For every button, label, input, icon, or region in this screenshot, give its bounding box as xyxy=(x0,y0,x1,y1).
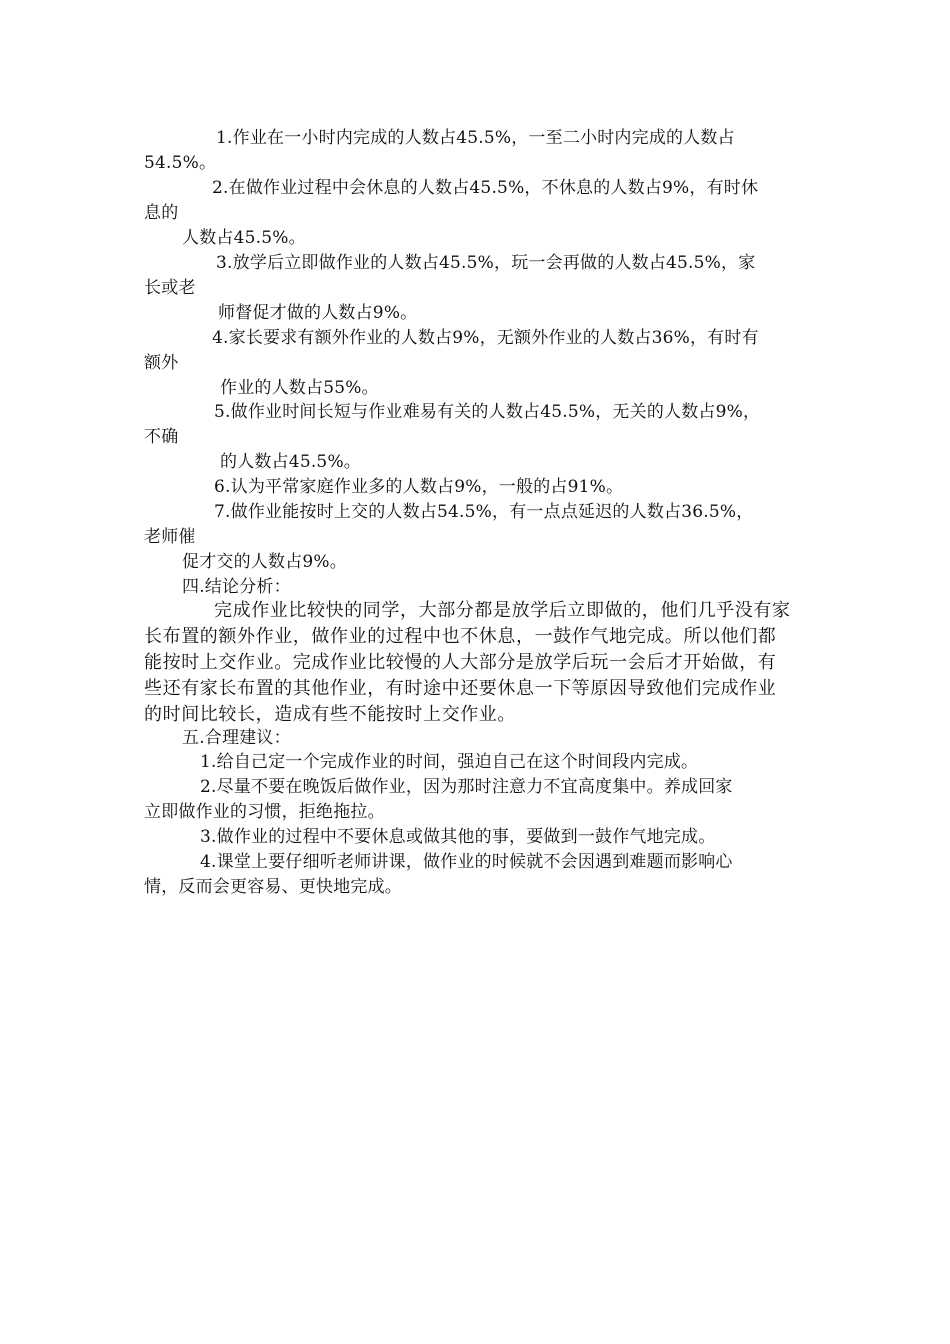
suggestion-4-line-2: 情，反而会更容易、更快地完成。 xyxy=(144,877,402,897)
finding-3-line-3: 师督促才做的人数占9%。 xyxy=(218,303,418,323)
finding-1-line-2: 54.5%。 xyxy=(144,153,217,173)
conclusion-line-4: 些还有家长布置的其他作业，有时途中还要休息一下等原因导致他们完成作业 xyxy=(144,678,777,699)
conclusion-line-3: 能按时上交作业。完成作业比较慢的人大部分是放学后玩一会后才开始做，有 xyxy=(144,652,777,673)
finding-7-line-1: 7.做作业能按时上交的人数占54.5%，有一点点延迟的人数占36.5%， xyxy=(214,502,754,522)
finding-1-line-1: 1.作业在一小时内完成的人数占45.5%，一至二小时内完成的人数占 xyxy=(216,128,735,148)
finding-4-line-3: 作业的人数占55%。 xyxy=(220,378,379,398)
finding-3-line-1: 3.放学后立即做作业的人数占45.5%，玩一会再做的人数占45.5%，家 xyxy=(216,253,756,273)
finding-5-line-1: 5.做作业时间长短与作业难易有关的人数占45.5%，无关的人数占9%， xyxy=(214,402,761,422)
suggestion-4-line-1: 4.课堂上要仔细听老师讲课，做作业的时候就不会因遇到难题而影响心 xyxy=(200,852,733,872)
conclusion-line-5: 的时间比较长，造成有些不能按时上交作业。 xyxy=(144,704,516,725)
finding-2-line-2: 息的 xyxy=(144,203,179,223)
suggestion-2-line-1: 2.尽量不要在晚饭后做作业，因为那时注意力不宜高度集中。养成回家 xyxy=(200,777,733,797)
conclusion-line-1: 完成作业比较快的同学，大部分都是放学后立即做的，他们几乎没有家 xyxy=(214,600,791,621)
suggestion-3-line-1: 3.做作业的过程中不要休息或做其他的事，要做到一鼓作气地完成。 xyxy=(200,827,716,847)
finding-6-line-1: 6.认为平常家庭作业多的人数占9%，一般的占91%。 xyxy=(214,477,624,497)
suggestion-1-line-1: 1.给自己定一个完成作业的时间，强迫自己在这个时间段内完成。 xyxy=(200,752,699,772)
finding-3-line-2: 长或老 xyxy=(144,278,196,298)
finding-7-line-3: 促才交的人数占9%。 xyxy=(182,552,347,572)
conclusion-heading: 四.结论分析： xyxy=(182,577,291,597)
finding-2-line-1: 2.在做作业过程中会休息的人数占45.5%，不休息的人数占9%，有时休 xyxy=(212,178,759,198)
conclusion-line-2: 长布置的额外作业，做作业的过程中也不休息，一鼓作气地完成。所以他们都 xyxy=(144,626,777,647)
finding-7-line-2: 老师催 xyxy=(144,527,196,547)
suggestions-heading: 五.合理建议： xyxy=(182,728,291,748)
suggestion-2-line-2: 立即做作业的习惯，拒绝拖拉。 xyxy=(144,802,385,822)
finding-4-line-2: 额外 xyxy=(144,353,179,373)
finding-5-line-3: 的人数占45.5%。 xyxy=(220,452,362,472)
finding-5-line-2: 不确 xyxy=(144,427,179,447)
finding-2-line-3: 人数占45.5%。 xyxy=(182,228,306,248)
finding-4-line-1: 4.家长要求有额外作业的人数占9%，无额外作业的人数占36%，有时有 xyxy=(212,328,759,348)
